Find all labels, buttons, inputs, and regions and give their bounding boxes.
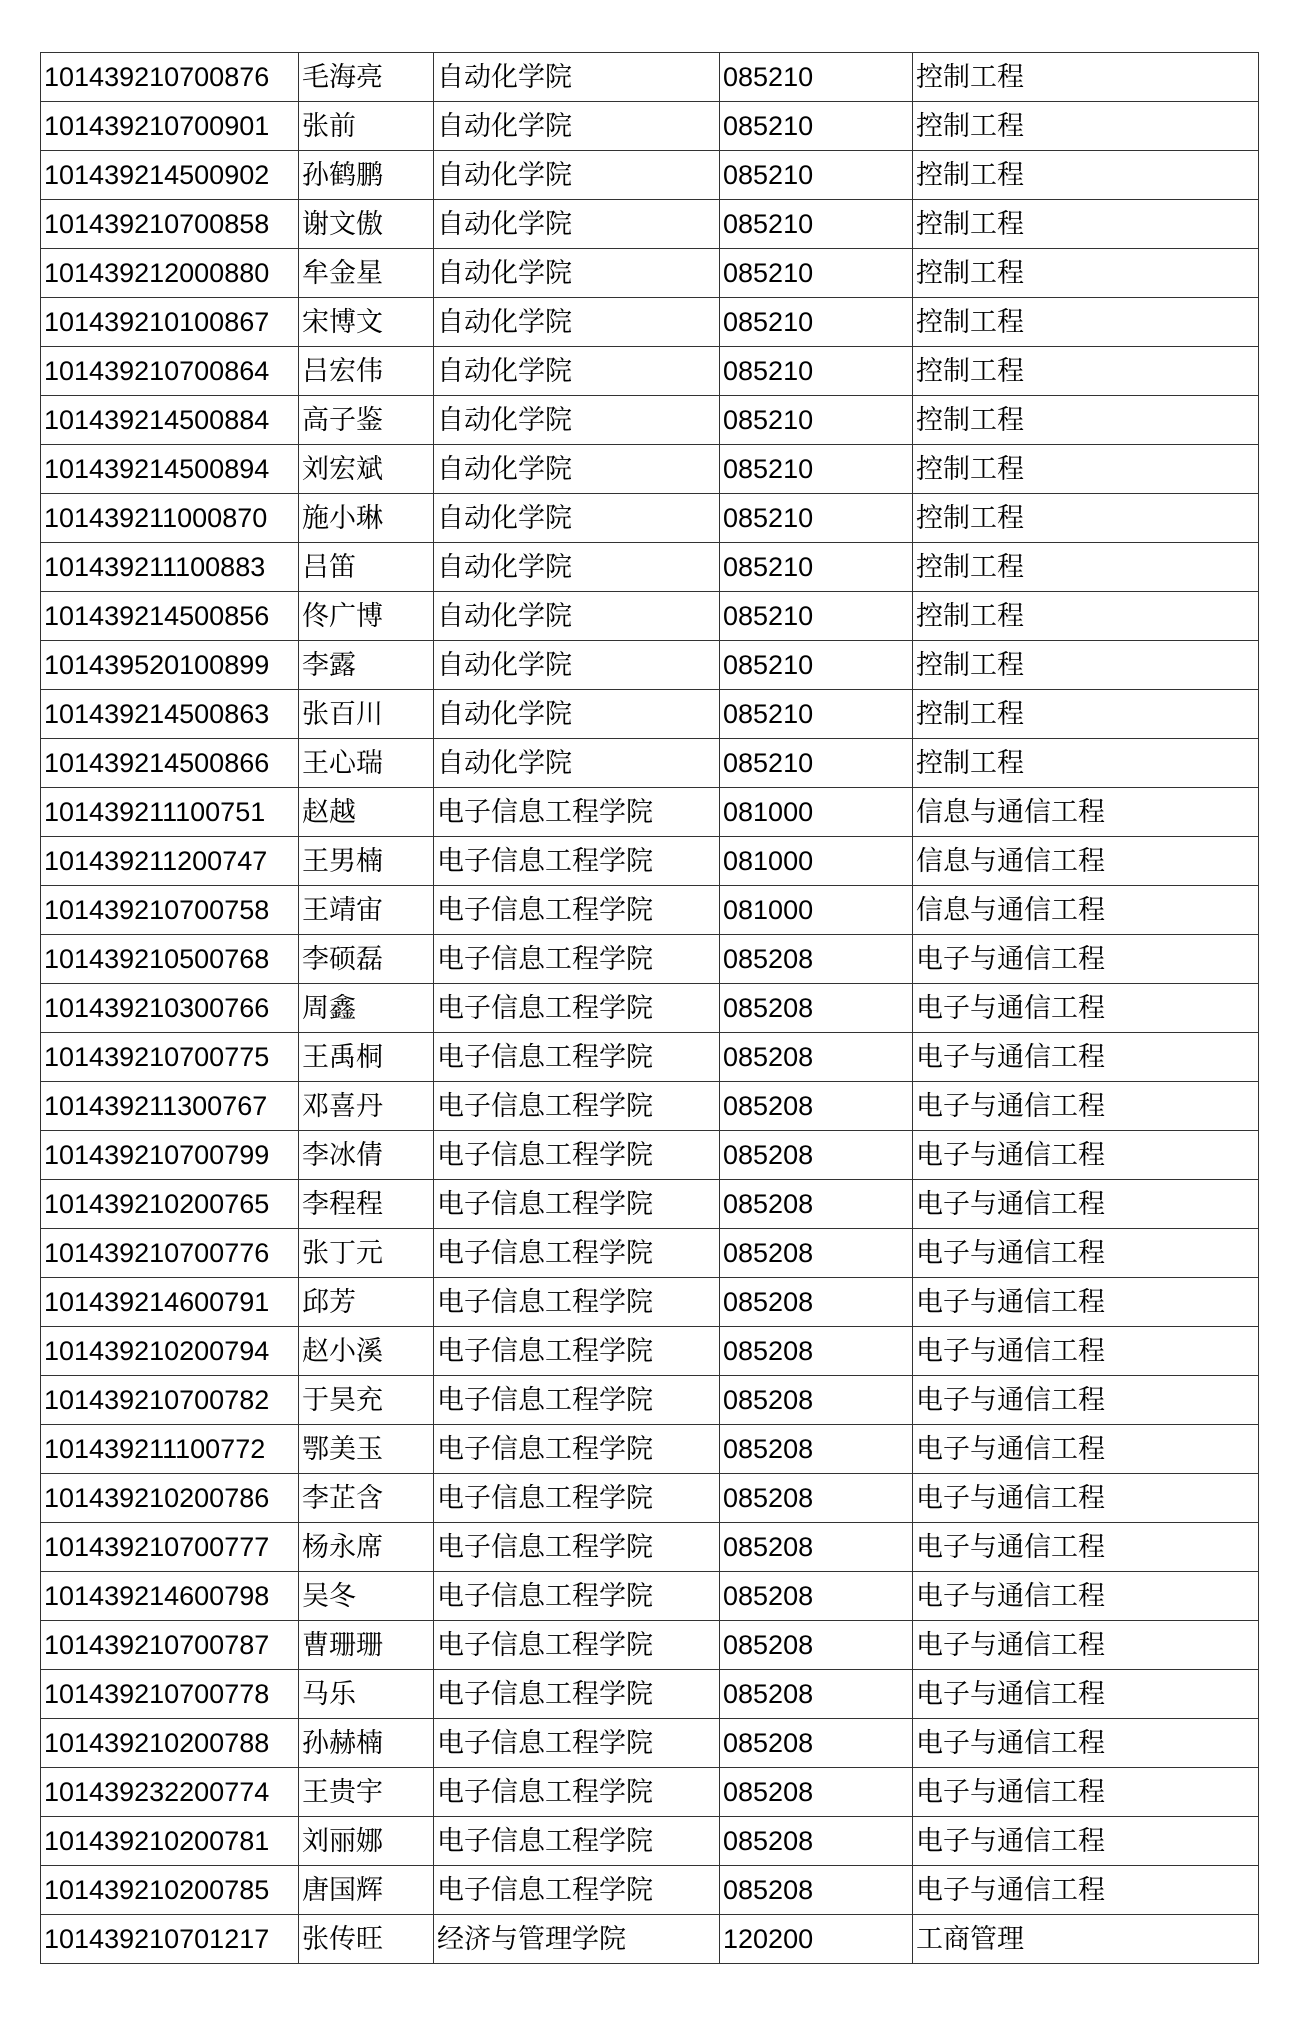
major-name-cell: 信息与通信工程 <box>913 886 1259 935</box>
major-name-cell: 控制工程 <box>913 494 1259 543</box>
candidate-id-cell: 101439214500856 <box>41 592 299 641</box>
student-name-cell: 张前 <box>299 102 434 151</box>
table-row <box>41 1033 1259 1082</box>
school-cell: 电子信息工程学院 <box>434 1033 720 1082</box>
table-row <box>41 1768 1259 1817</box>
school-cell: 电子信息工程学院 <box>434 1621 720 1670</box>
table-row <box>41 1327 1259 1376</box>
school-cell: 电子信息工程学院 <box>434 1523 720 1572</box>
student-name-cell: 邱芳 <box>299 1278 434 1327</box>
student-name-cell: 王男楠 <box>299 837 434 886</box>
student-name-cell: 于昊充 <box>299 1376 434 1425</box>
table-row <box>41 984 1259 1033</box>
major-name-cell: 控制工程 <box>913 641 1259 690</box>
major-name-cell: 控制工程 <box>913 690 1259 739</box>
school-cell: 自动化学院 <box>434 690 720 739</box>
candidate-id-cell: 101439232200774 <box>41 1768 299 1817</box>
major-name-cell: 工商管理 <box>913 1915 1259 1964</box>
candidate-id-cell: 101439210700758 <box>41 886 299 935</box>
major-name-cell: 控制工程 <box>913 396 1259 445</box>
major-name-cell: 电子与通信工程 <box>913 1572 1259 1621</box>
major-code-cell: 085208 <box>720 1670 913 1719</box>
candidate-id-cell: 101439210200785 <box>41 1866 299 1915</box>
candidate-id-cell: 101439211100883 <box>41 543 299 592</box>
table-row <box>41 935 1259 984</box>
student-name-cell: 牟金星 <box>299 249 434 298</box>
major-code-cell: 120200 <box>720 1915 913 1964</box>
student-name-cell: 李芷含 <box>299 1474 434 1523</box>
major-code-cell: 085210 <box>720 641 913 690</box>
table-row <box>41 886 1259 935</box>
major-name-cell: 电子与通信工程 <box>913 1131 1259 1180</box>
major-code-cell: 085208 <box>720 1523 913 1572</box>
major-name-cell: 电子与通信工程 <box>913 1768 1259 1817</box>
school-cell: 自动化学院 <box>434 53 720 102</box>
major-code-cell: 081000 <box>720 837 913 886</box>
major-name-cell: 控制工程 <box>913 249 1259 298</box>
table-row <box>41 788 1259 837</box>
candidate-id-cell: 101439211300767 <box>41 1082 299 1131</box>
candidate-id-cell: 101439211200747 <box>41 837 299 886</box>
candidate-id-cell: 101439214600791 <box>41 1278 299 1327</box>
student-name-cell: 张传旺 <box>299 1915 434 1964</box>
student-name-cell: 曹珊珊 <box>299 1621 434 1670</box>
candidate-id-cell: 101439212000880 <box>41 249 299 298</box>
school-cell: 电子信息工程学院 <box>434 886 720 935</box>
candidate-id-cell: 101439210700775 <box>41 1033 299 1082</box>
table-row <box>41 1180 1259 1229</box>
major-name-cell: 电子与通信工程 <box>913 1670 1259 1719</box>
major-code-cell: 085208 <box>720 1033 913 1082</box>
major-name-cell: 电子与通信工程 <box>913 1327 1259 1376</box>
table-row <box>41 1817 1259 1866</box>
major-name-cell: 电子与通信工程 <box>913 1082 1259 1131</box>
major-name-cell: 电子与通信工程 <box>913 1866 1259 1915</box>
student-name-cell: 周鑫 <box>299 984 434 1033</box>
major-name-cell: 电子与通信工程 <box>913 1180 1259 1229</box>
student-name-cell: 刘宏斌 <box>299 445 434 494</box>
table-row <box>41 1523 1259 1572</box>
table-row <box>41 1915 1259 1964</box>
major-code-cell: 085208 <box>720 1278 913 1327</box>
candidate-id-cell: 101439210700876 <box>41 53 299 102</box>
major-code-cell: 085208 <box>720 1768 913 1817</box>
major-name-cell: 电子与通信工程 <box>913 1033 1259 1082</box>
document-page <box>40 52 1258 1964</box>
major-code-cell: 081000 <box>720 886 913 935</box>
table-row <box>41 690 1259 739</box>
major-name-cell: 控制工程 <box>913 298 1259 347</box>
major-code-cell: 085210 <box>720 200 913 249</box>
major-code-cell: 085210 <box>720 298 913 347</box>
table-row <box>41 641 1259 690</box>
major-name-cell: 控制工程 <box>913 200 1259 249</box>
candidate-id-cell: 101439210300766 <box>41 984 299 1033</box>
table-row <box>41 1082 1259 1131</box>
major-code-cell: 085208 <box>720 984 913 1033</box>
school-cell: 自动化学院 <box>434 151 720 200</box>
student-name-cell: 李程程 <box>299 1180 434 1229</box>
major-name-cell: 控制工程 <box>913 445 1259 494</box>
table-row <box>41 249 1259 298</box>
school-cell: 自动化学院 <box>434 102 720 151</box>
candidate-id-cell: 101439210200781 <box>41 1817 299 1866</box>
major-code-cell: 085210 <box>720 592 913 641</box>
table-row <box>41 1670 1259 1719</box>
candidate-id-cell: 101439210700901 <box>41 102 299 151</box>
major-name-cell: 控制工程 <box>913 347 1259 396</box>
major-code-cell: 085208 <box>720 1621 913 1670</box>
table-row <box>41 1229 1259 1278</box>
school-cell: 电子信息工程学院 <box>434 984 720 1033</box>
major-code-cell: 085210 <box>720 494 913 543</box>
student-name-cell: 李硕磊 <box>299 935 434 984</box>
candidate-id-cell: 101439210700778 <box>41 1670 299 1719</box>
major-code-cell: 085208 <box>720 1474 913 1523</box>
student-name-cell: 吕笛 <box>299 543 434 592</box>
candidate-id-cell: 101439210700776 <box>41 1229 299 1278</box>
candidate-id-cell: 101439210700782 <box>41 1376 299 1425</box>
school-cell: 电子信息工程学院 <box>434 1376 720 1425</box>
school-cell: 电子信息工程学院 <box>434 837 720 886</box>
table-row <box>41 1425 1259 1474</box>
candidate-id-cell: 101439210700864 <box>41 347 299 396</box>
major-name-cell: 信息与通信工程 <box>913 837 1259 886</box>
major-code-cell: 085210 <box>720 396 913 445</box>
table-row <box>41 739 1259 788</box>
student-name-cell: 马乐 <box>299 1670 434 1719</box>
student-name-cell: 王贵宇 <box>299 1768 434 1817</box>
school-cell: 电子信息工程学院 <box>434 1425 720 1474</box>
table-body <box>41 53 1259 1964</box>
table-row <box>41 396 1259 445</box>
student-name-cell: 王靖宙 <box>299 886 434 935</box>
major-name-cell: 控制工程 <box>913 102 1259 151</box>
student-name-cell: 谢文傲 <box>299 200 434 249</box>
table-row <box>41 1376 1259 1425</box>
candidate-id-cell: 101439210700799 <box>41 1131 299 1180</box>
table-row <box>41 1866 1259 1915</box>
major-name-cell: 控制工程 <box>913 592 1259 641</box>
school-cell: 自动化学院 <box>434 298 720 347</box>
major-name-cell: 控制工程 <box>913 53 1259 102</box>
student-name-cell: 孙鹤鹏 <box>299 151 434 200</box>
candidate-id-cell: 101439211100772 <box>41 1425 299 1474</box>
major-code-cell: 085210 <box>720 53 913 102</box>
candidate-id-cell: 101439214600798 <box>41 1572 299 1621</box>
major-code-cell: 085208 <box>720 1817 913 1866</box>
table-row <box>41 543 1259 592</box>
major-code-cell: 085208 <box>720 935 913 984</box>
school-cell: 自动化学院 <box>434 592 720 641</box>
student-name-cell: 张丁元 <box>299 1229 434 1278</box>
major-code-cell: 085210 <box>720 102 913 151</box>
major-name-cell: 电子与通信工程 <box>913 1621 1259 1670</box>
school-cell: 电子信息工程学院 <box>434 1131 720 1180</box>
school-cell: 电子信息工程学院 <box>434 1229 720 1278</box>
major-code-cell: 085210 <box>720 445 913 494</box>
school-cell: 电子信息工程学院 <box>434 1327 720 1376</box>
student-name-cell: 邓喜丹 <box>299 1082 434 1131</box>
major-code-cell: 085208 <box>720 1866 913 1915</box>
major-name-cell: 电子与通信工程 <box>913 1817 1259 1866</box>
student-name-cell: 鄂美玉 <box>299 1425 434 1474</box>
student-name-cell: 赵越 <box>299 788 434 837</box>
school-cell: 电子信息工程学院 <box>434 1866 720 1915</box>
major-code-cell: 085208 <box>720 1082 913 1131</box>
major-name-cell: 信息与通信工程 <box>913 788 1259 837</box>
student-name-cell: 李冰倩 <box>299 1131 434 1180</box>
major-name-cell: 电子与通信工程 <box>913 1376 1259 1425</box>
major-name-cell: 电子与通信工程 <box>913 1474 1259 1523</box>
table-row <box>41 1572 1259 1621</box>
table-row <box>41 592 1259 641</box>
major-code-cell: 085208 <box>720 1131 913 1180</box>
student-name-cell: 张百川 <box>299 690 434 739</box>
major-code-cell: 085210 <box>720 739 913 788</box>
major-name-cell: 电子与通信工程 <box>913 1425 1259 1474</box>
school-cell: 电子信息工程学院 <box>434 1082 720 1131</box>
student-name-cell: 施小琳 <box>299 494 434 543</box>
table-row <box>41 298 1259 347</box>
major-name-cell: 电子与通信工程 <box>913 1278 1259 1327</box>
major-name-cell: 电子与通信工程 <box>913 984 1259 1033</box>
student-name-cell: 佟广博 <box>299 592 434 641</box>
student-name-cell: 吴冬 <box>299 1572 434 1621</box>
candidate-id-cell: 101439210200786 <box>41 1474 299 1523</box>
school-cell: 自动化学院 <box>434 200 720 249</box>
table-row <box>41 1621 1259 1670</box>
table-row <box>41 102 1259 151</box>
student-name-cell: 王心瑞 <box>299 739 434 788</box>
school-cell: 电子信息工程学院 <box>434 1572 720 1621</box>
major-code-cell: 085208 <box>720 1425 913 1474</box>
major-code-cell: 081000 <box>720 788 913 837</box>
student-name-cell: 高子鉴 <box>299 396 434 445</box>
table-row <box>41 1131 1259 1180</box>
candidate-id-cell: 101439214500894 <box>41 445 299 494</box>
admission-list-table <box>40 52 1259 1964</box>
major-code-cell: 085210 <box>720 151 913 200</box>
school-cell: 电子信息工程学院 <box>434 1768 720 1817</box>
major-code-cell: 085208 <box>720 1180 913 1229</box>
candidate-id-cell: 101439214500866 <box>41 739 299 788</box>
table-row <box>41 347 1259 396</box>
candidate-id-cell: 101439211100751 <box>41 788 299 837</box>
school-cell: 电子信息工程学院 <box>434 1180 720 1229</box>
major-code-cell: 085210 <box>720 543 913 592</box>
candidate-id-cell: 101439211000870 <box>41 494 299 543</box>
major-name-cell: 控制工程 <box>913 151 1259 200</box>
candidate-id-cell: 101439210200765 <box>41 1180 299 1229</box>
major-name-cell: 电子与通信工程 <box>913 1523 1259 1572</box>
student-name-cell: 杨永席 <box>299 1523 434 1572</box>
school-cell: 电子信息工程学院 <box>434 1719 720 1768</box>
student-name-cell: 李露 <box>299 641 434 690</box>
student-name-cell: 唐国辉 <box>299 1866 434 1915</box>
major-code-cell: 085208 <box>720 1719 913 1768</box>
major-name-cell: 电子与通信工程 <box>913 1229 1259 1278</box>
school-cell: 自动化学院 <box>434 445 720 494</box>
major-name-cell: 控制工程 <box>913 543 1259 592</box>
student-name-cell: 刘丽娜 <box>299 1817 434 1866</box>
student-name-cell: 孙赫楠 <box>299 1719 434 1768</box>
major-name-cell: 电子与通信工程 <box>913 935 1259 984</box>
candidate-id-cell: 101439210701217 <box>41 1915 299 1964</box>
table-row <box>41 200 1259 249</box>
major-name-cell: 控制工程 <box>913 739 1259 788</box>
table-row <box>41 151 1259 200</box>
table-row <box>41 494 1259 543</box>
candidate-id-cell: 101439520100899 <box>41 641 299 690</box>
student-name-cell: 王禹桐 <box>299 1033 434 1082</box>
candidate-id-cell: 101439210200794 <box>41 1327 299 1376</box>
school-cell: 自动化学院 <box>434 641 720 690</box>
student-name-cell: 赵小溪 <box>299 1327 434 1376</box>
school-cell: 电子信息工程学院 <box>434 1474 720 1523</box>
school-cell: 电子信息工程学院 <box>434 935 720 984</box>
school-cell: 自动化学院 <box>434 347 720 396</box>
student-name-cell: 吕宏伟 <box>299 347 434 396</box>
school-cell: 自动化学院 <box>434 494 720 543</box>
major-code-cell: 085208 <box>720 1327 913 1376</box>
candidate-id-cell: 101439210700787 <box>41 1621 299 1670</box>
candidate-id-cell: 101439214500863 <box>41 690 299 739</box>
table-row <box>41 445 1259 494</box>
candidate-id-cell: 101439214500902 <box>41 151 299 200</box>
table-row <box>41 1278 1259 1327</box>
school-cell: 电子信息工程学院 <box>434 1817 720 1866</box>
school-cell: 自动化学院 <box>434 396 720 445</box>
major-code-cell: 085210 <box>720 690 913 739</box>
major-code-cell: 085208 <box>720 1229 913 1278</box>
major-name-cell: 电子与通信工程 <box>913 1719 1259 1768</box>
student-name-cell: 毛海亮 <box>299 53 434 102</box>
candidate-id-cell: 101439210500768 <box>41 935 299 984</box>
major-code-cell: 085208 <box>720 1572 913 1621</box>
candidate-id-cell: 101439210700858 <box>41 200 299 249</box>
school-cell: 电子信息工程学院 <box>434 1278 720 1327</box>
school-cell: 自动化学院 <box>434 543 720 592</box>
school-cell: 自动化学院 <box>434 249 720 298</box>
school-cell: 自动化学院 <box>434 739 720 788</box>
major-code-cell: 085208 <box>720 1376 913 1425</box>
candidate-id-cell: 101439210700777 <box>41 1523 299 1572</box>
table-row <box>41 837 1259 886</box>
candidate-id-cell: 101439214500884 <box>41 396 299 445</box>
student-name-cell: 宋博文 <box>299 298 434 347</box>
major-code-cell: 085210 <box>720 249 913 298</box>
school-cell: 经济与管理学院 <box>434 1915 720 1964</box>
candidate-id-cell: 101439210200788 <box>41 1719 299 1768</box>
school-cell: 电子信息工程学院 <box>434 1670 720 1719</box>
school-cell: 电子信息工程学院 <box>434 788 720 837</box>
major-code-cell: 085210 <box>720 347 913 396</box>
table-row <box>41 53 1259 102</box>
candidate-id-cell: 101439210100867 <box>41 298 299 347</box>
table-row <box>41 1719 1259 1768</box>
table-row <box>41 1474 1259 1523</box>
